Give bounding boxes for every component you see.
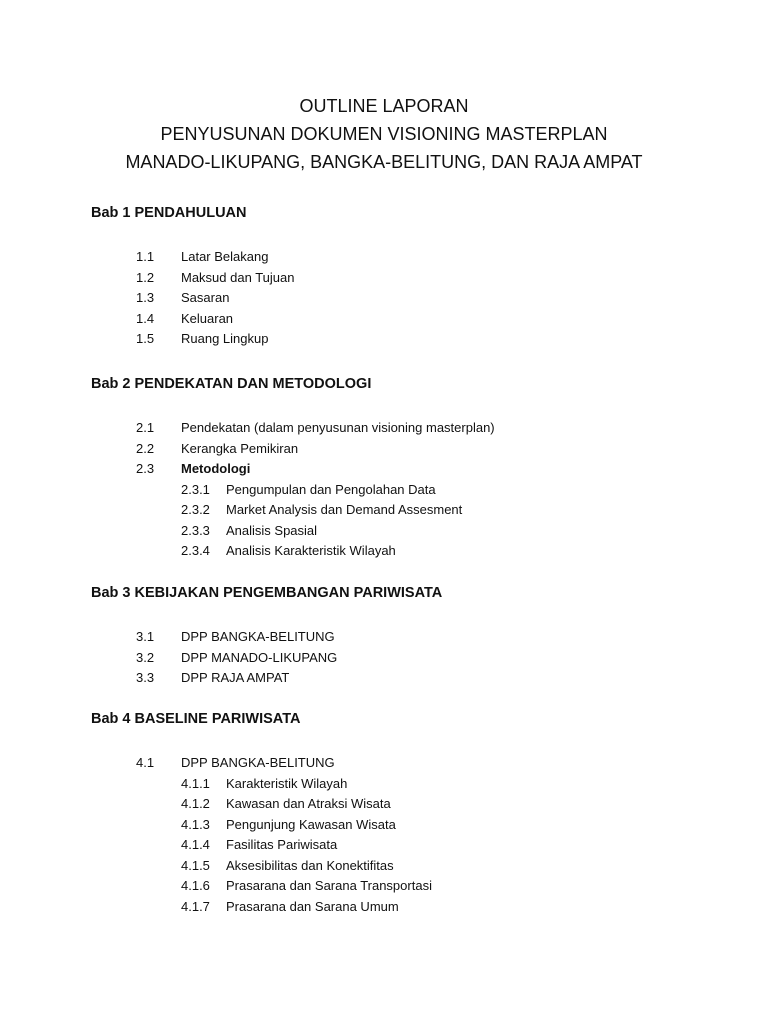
list-item <box>91 309 731 330</box>
item-label: Ruang Lingkup <box>181 331 269 346</box>
list-subitem <box>91 835 731 856</box>
chapter-items <box>91 418 731 562</box>
item-label: DPP BANGKA-BELITUNG <box>181 629 335 644</box>
chapter-items <box>91 627 731 689</box>
chapter-2 <box>91 374 731 562</box>
chapter-heading: Bab 3 KEBIJAKAN PENGEMBANGAN PARIWISATA <box>91 585 443 601</box>
item-number: 1.3 <box>136 290 155 305</box>
item-label: Prasarana dan Sarana Umum <box>226 898 399 914</box>
chapter-1 <box>91 203 731 350</box>
list-item <box>91 247 731 268</box>
chapter-4 <box>91 709 731 917</box>
item-number: 1.1 <box>136 249 155 264</box>
list-item <box>91 288 731 309</box>
list-item <box>91 648 731 669</box>
item-label: Pendekatan (dalam penyusunan visioning masterplan) <box>181 420 495 435</box>
list-item <box>91 668 731 689</box>
item-label: Maksud dan Tujuan <box>181 269 295 285</box>
list-subitem <box>91 480 731 501</box>
list-subitem <box>91 500 731 521</box>
chapter-items <box>91 753 731 917</box>
list-subitem <box>91 897 731 918</box>
list-subitem <box>91 856 731 877</box>
item-label: Analisis Spasial <box>226 522 318 538</box>
title-line-2: PENYUSUNAN DOKUMEN VISIONING MASTERPLAN <box>160 124 608 144</box>
list-subitem <box>91 815 731 836</box>
item-label: DPP MANADO-LIKUPANG <box>181 649 338 665</box>
list-item <box>91 268 731 289</box>
chapter-heading: Bab 1 PENDAHULUAN <box>91 205 247 221</box>
item-label: Sasaran <box>181 290 230 305</box>
item-number: 1.2 <box>136 269 155 285</box>
item-number: 3.3 <box>136 670 155 685</box>
item-number: 4.1.4 <box>181 837 210 852</box>
list-item <box>91 753 731 774</box>
item-label: Metodologi <box>181 461 251 476</box>
item-label: Latar Belakang <box>181 249 269 264</box>
item-label: DPP BANGKA-BELITUNG <box>181 755 335 770</box>
item-label: Prasarana dan Sarana Transportasi <box>226 878 432 893</box>
item-label: Kawasan dan Atraksi Wisata <box>226 796 391 811</box>
title-line-3: MANADO-LIKUPANG, BANGKA-BELITUNG, DAN RAJA AMPAT <box>125 152 643 172</box>
item-number: 3.2 <box>136 649 155 665</box>
item-label: Karakteristik Wilayah <box>226 775 348 791</box>
list-subitem <box>91 541 731 562</box>
item-number: 1.4 <box>136 310 155 326</box>
list-subitem <box>91 876 731 897</box>
item-number: 2.3.4 <box>181 543 210 558</box>
chapter-3 <box>91 583 731 689</box>
item-label: Fasilitas Pariwisata <box>226 837 338 852</box>
item-label: Analisis Karakteristik Wilayah <box>226 543 396 558</box>
item-number: 2.2 <box>136 440 155 456</box>
list-item <box>91 459 731 480</box>
item-number: 4.1.5 <box>181 857 210 873</box>
list-subitem <box>91 774 731 795</box>
title-line-1: OUTLINE LAPORAN <box>299 96 469 116</box>
item-number: 4.1 <box>136 755 155 770</box>
item-number: 4.1.1 <box>181 775 210 791</box>
item-number: 4.1.3 <box>181 816 210 832</box>
list-subitem <box>91 794 731 815</box>
item-number: 4.1.6 <box>181 878 210 893</box>
document-title <box>0 92 768 176</box>
chapter-items <box>91 247 731 350</box>
item-label: DPP RAJA AMPAT <box>181 670 290 685</box>
item-label: Pengumpulan dan Pengolahan Data <box>226 481 436 497</box>
item-number: 1.5 <box>136 331 155 346</box>
chapter-heading: Bab 2 PENDEKATAN DAN METODOLOGI <box>91 376 372 392</box>
item-number: 2.3.3 <box>181 522 210 538</box>
list-item <box>91 627 731 648</box>
item-label: Pengunjung Kawasan Wisata <box>226 816 396 832</box>
item-number: 3.1 <box>136 629 155 644</box>
list-item <box>91 418 731 439</box>
item-number: 2.3 <box>136 461 155 476</box>
chapter-heading: Bab 4 BASELINE PARIWISATA <box>91 711 301 727</box>
item-number: 4.1.7 <box>181 898 210 914</box>
item-number: 2.3.2 <box>181 502 210 517</box>
item-number: 2.3.1 <box>181 481 210 497</box>
item-label: Kerangka Pemikiran <box>181 440 299 456</box>
item-number: 4.1.2 <box>181 796 210 811</box>
item-label: Aksesibilitas dan Konektifitas <box>226 857 394 873</box>
list-item <box>91 439 731 460</box>
item-label: Keluaran <box>181 310 234 326</box>
list-item <box>91 329 731 350</box>
list-subitem <box>91 521 731 542</box>
item-number: 2.1 <box>136 420 155 435</box>
item-label: Market Analysis dan Demand Assesment <box>226 502 463 517</box>
